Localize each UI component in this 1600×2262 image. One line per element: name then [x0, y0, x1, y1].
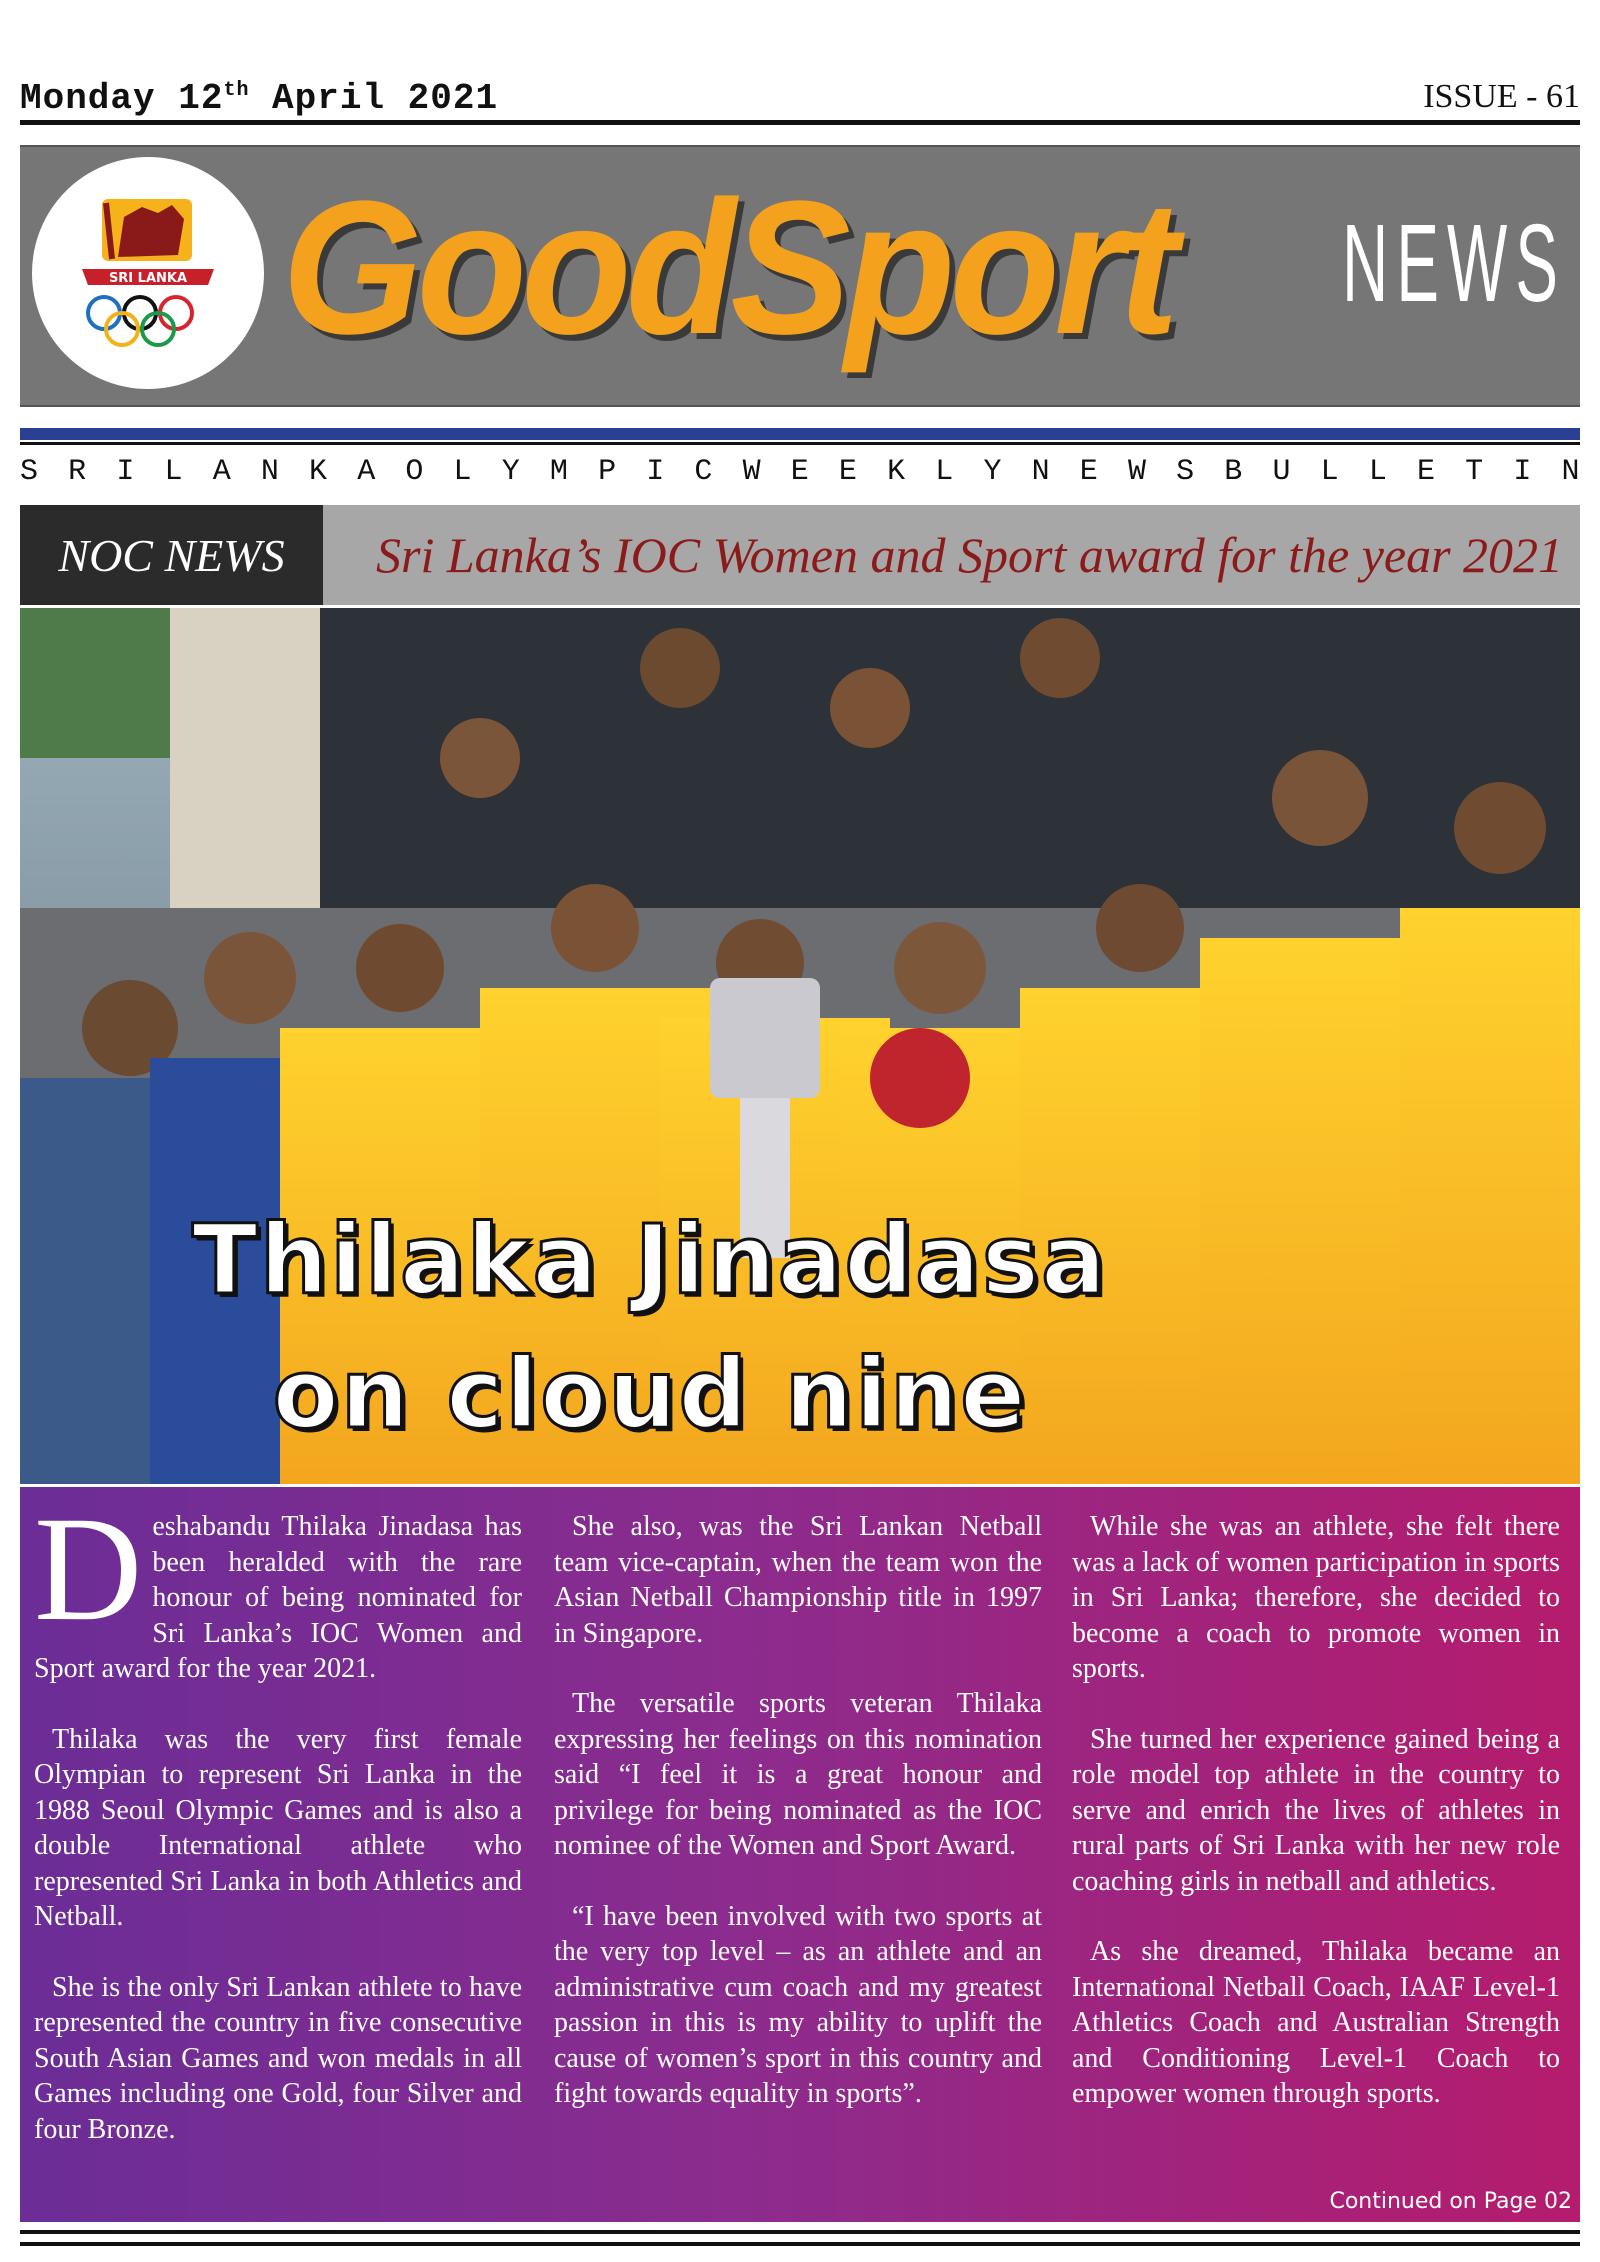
tagline-letter: L: [1320, 455, 1339, 489]
article-paragraph: The versatile sports veteran Thilaka expressing her feelings on this nomination said “I feel it is a great honour and privilege for being nominated as the IOC nominee of the Women and Sport Award.: [554, 1688, 1042, 1861]
tagline-letter: I: [116, 455, 135, 489]
tagline-letter: A: [212, 455, 231, 489]
tagline-letter: N: [1031, 455, 1050, 489]
article-paragraph: As she dreamed, Thilaka became an International Netball Coach, IAAF Level-1 Athletics Coach and Australian Strength and Conditioning Level-1 Coach to empower women through sports.: [1072, 1936, 1560, 2109]
tagline-letter: N: [260, 455, 279, 489]
issue-date: Monday 12th April 2021: [20, 78, 499, 119]
svg-text:SRI LANKA: SRI LANKA: [108, 271, 188, 286]
tagline-letter: P: [598, 455, 617, 489]
tagline-letter: T: [1465, 455, 1484, 489]
article-paragraph: Thilaka was the very first female Olympian to represent Sri Lanka in the 1988 Seoul Olympic Games and is also a double International athlete who represented Sri Lanka in both Athletics and Netball.: [34, 1723, 522, 1932]
article-paragraph: She is the only Sri Lankan athlete to have represented the country in five consecutive South Asian Games and won medals in all Games including one Gold, four Silver and four Bronze.: [34, 1971, 522, 2145]
olympic-committee-logo: [32, 157, 264, 389]
tagline-letter: R: [68, 455, 87, 489]
tagline-letter: W: [1127, 455, 1146, 489]
tagline-letter: L: [453, 455, 472, 489]
tagline-letter: E: [790, 455, 809, 489]
section-band: [20, 505, 1580, 605]
team-photo: [20, 608, 1580, 1484]
tagline-letter: Y: [983, 455, 1002, 489]
bottom-divider-1: [20, 2230, 1580, 2234]
tagline-letter: A: [357, 455, 376, 489]
drop-cap: D: [34, 1486, 143, 1652]
continued-link[interactable]: Continued on Page 02: [1329, 2189, 1572, 2214]
tagline-letter: B: [1224, 455, 1243, 489]
top-bar: [20, 72, 1580, 122]
masthead-brand: GoodSport: [282, 162, 1174, 374]
tagline-letter: E: [1079, 455, 1098, 489]
article-column-2: [554, 1509, 1042, 2147]
tagline-letter: Y: [501, 455, 520, 489]
article-panel: [20, 1487, 1580, 2222]
section-label: NOC NEWS: [20, 505, 323, 605]
black-divider: [20, 442, 1580, 445]
tagline-letter: C: [694, 455, 713, 489]
tagline-letter: N: [1561, 455, 1580, 489]
photo-caption-line1: Thilaka Jinadasa: [192, 1204, 1108, 1316]
top-divider: [20, 120, 1580, 125]
tagline-letter: M: [549, 455, 568, 489]
tagline-letter: K: [309, 455, 328, 489]
article-column-1: [34, 1486, 522, 2182]
article-paragraph: She also, was the Sri Lankan Netball team vice-captain, when the team won the Asian Netball Championship title in 1997 in Singapore.: [554, 1511, 1042, 1649]
tagline-letter: K: [887, 455, 906, 489]
tagline-letter: W: [742, 455, 761, 489]
tagline-letter: U: [1272, 455, 1291, 489]
tagline-letter: L: [935, 455, 954, 489]
tagline-letter: L: [1368, 455, 1387, 489]
masthead: [20, 145, 1580, 407]
bottom-divider-2: [20, 2242, 1580, 2246]
tagline-letter: O: [405, 455, 424, 489]
blue-divider: [20, 428, 1580, 440]
tagline-letter: S: [1176, 455, 1195, 489]
article-paragraph: She turned her experience gained being a role model top athlete in the country to serve and enrich the lives of athletes in rural parts of Sri Lanka with her new role coaching girls in netball and athletics.: [1072, 1723, 1560, 1897]
tagline-letter: L: [164, 455, 183, 489]
article-paragraph: eshabandu Thilaka Jinadasa has been heralded with the rare honour of being nominated for Sri Lanka’s IOC Women and Sport award for the year 2021.: [34, 1511, 522, 1684]
article-paragraph: While she was an athlete, she felt there was a lack of women participation in sports in Sri Lanka; therefore, she decided to become a coach to promote women in sports.: [1072, 1511, 1560, 1684]
tagline-letter: I: [1513, 455, 1532, 489]
section-headline: Sri Lanka’s IOC Women and Sport award for the year 2021: [376, 527, 1564, 583]
tagline-letter: E: [838, 455, 857, 489]
tagline-letter: E: [1416, 455, 1435, 489]
photo-caption-line2: on cloud nine: [272, 1338, 1028, 1450]
tagline-letter: I: [646, 455, 665, 489]
tagline: [20, 455, 1580, 495]
article-column-3: [1072, 1509, 1560, 2147]
tagline-letter: S: [20, 455, 39, 489]
article-paragraph: “I have been involved with two sports at the very top level – as an athlete and an administrative cum coach and my greatest passion in this is my ability to uplift the cause of women’s sport in this country and fight towards equality in sports”.: [554, 1900, 1042, 2109]
masthead-news-word: NEWS: [1342, 202, 1566, 325]
issue-number: ISSUE - 61: [1423, 78, 1580, 115]
